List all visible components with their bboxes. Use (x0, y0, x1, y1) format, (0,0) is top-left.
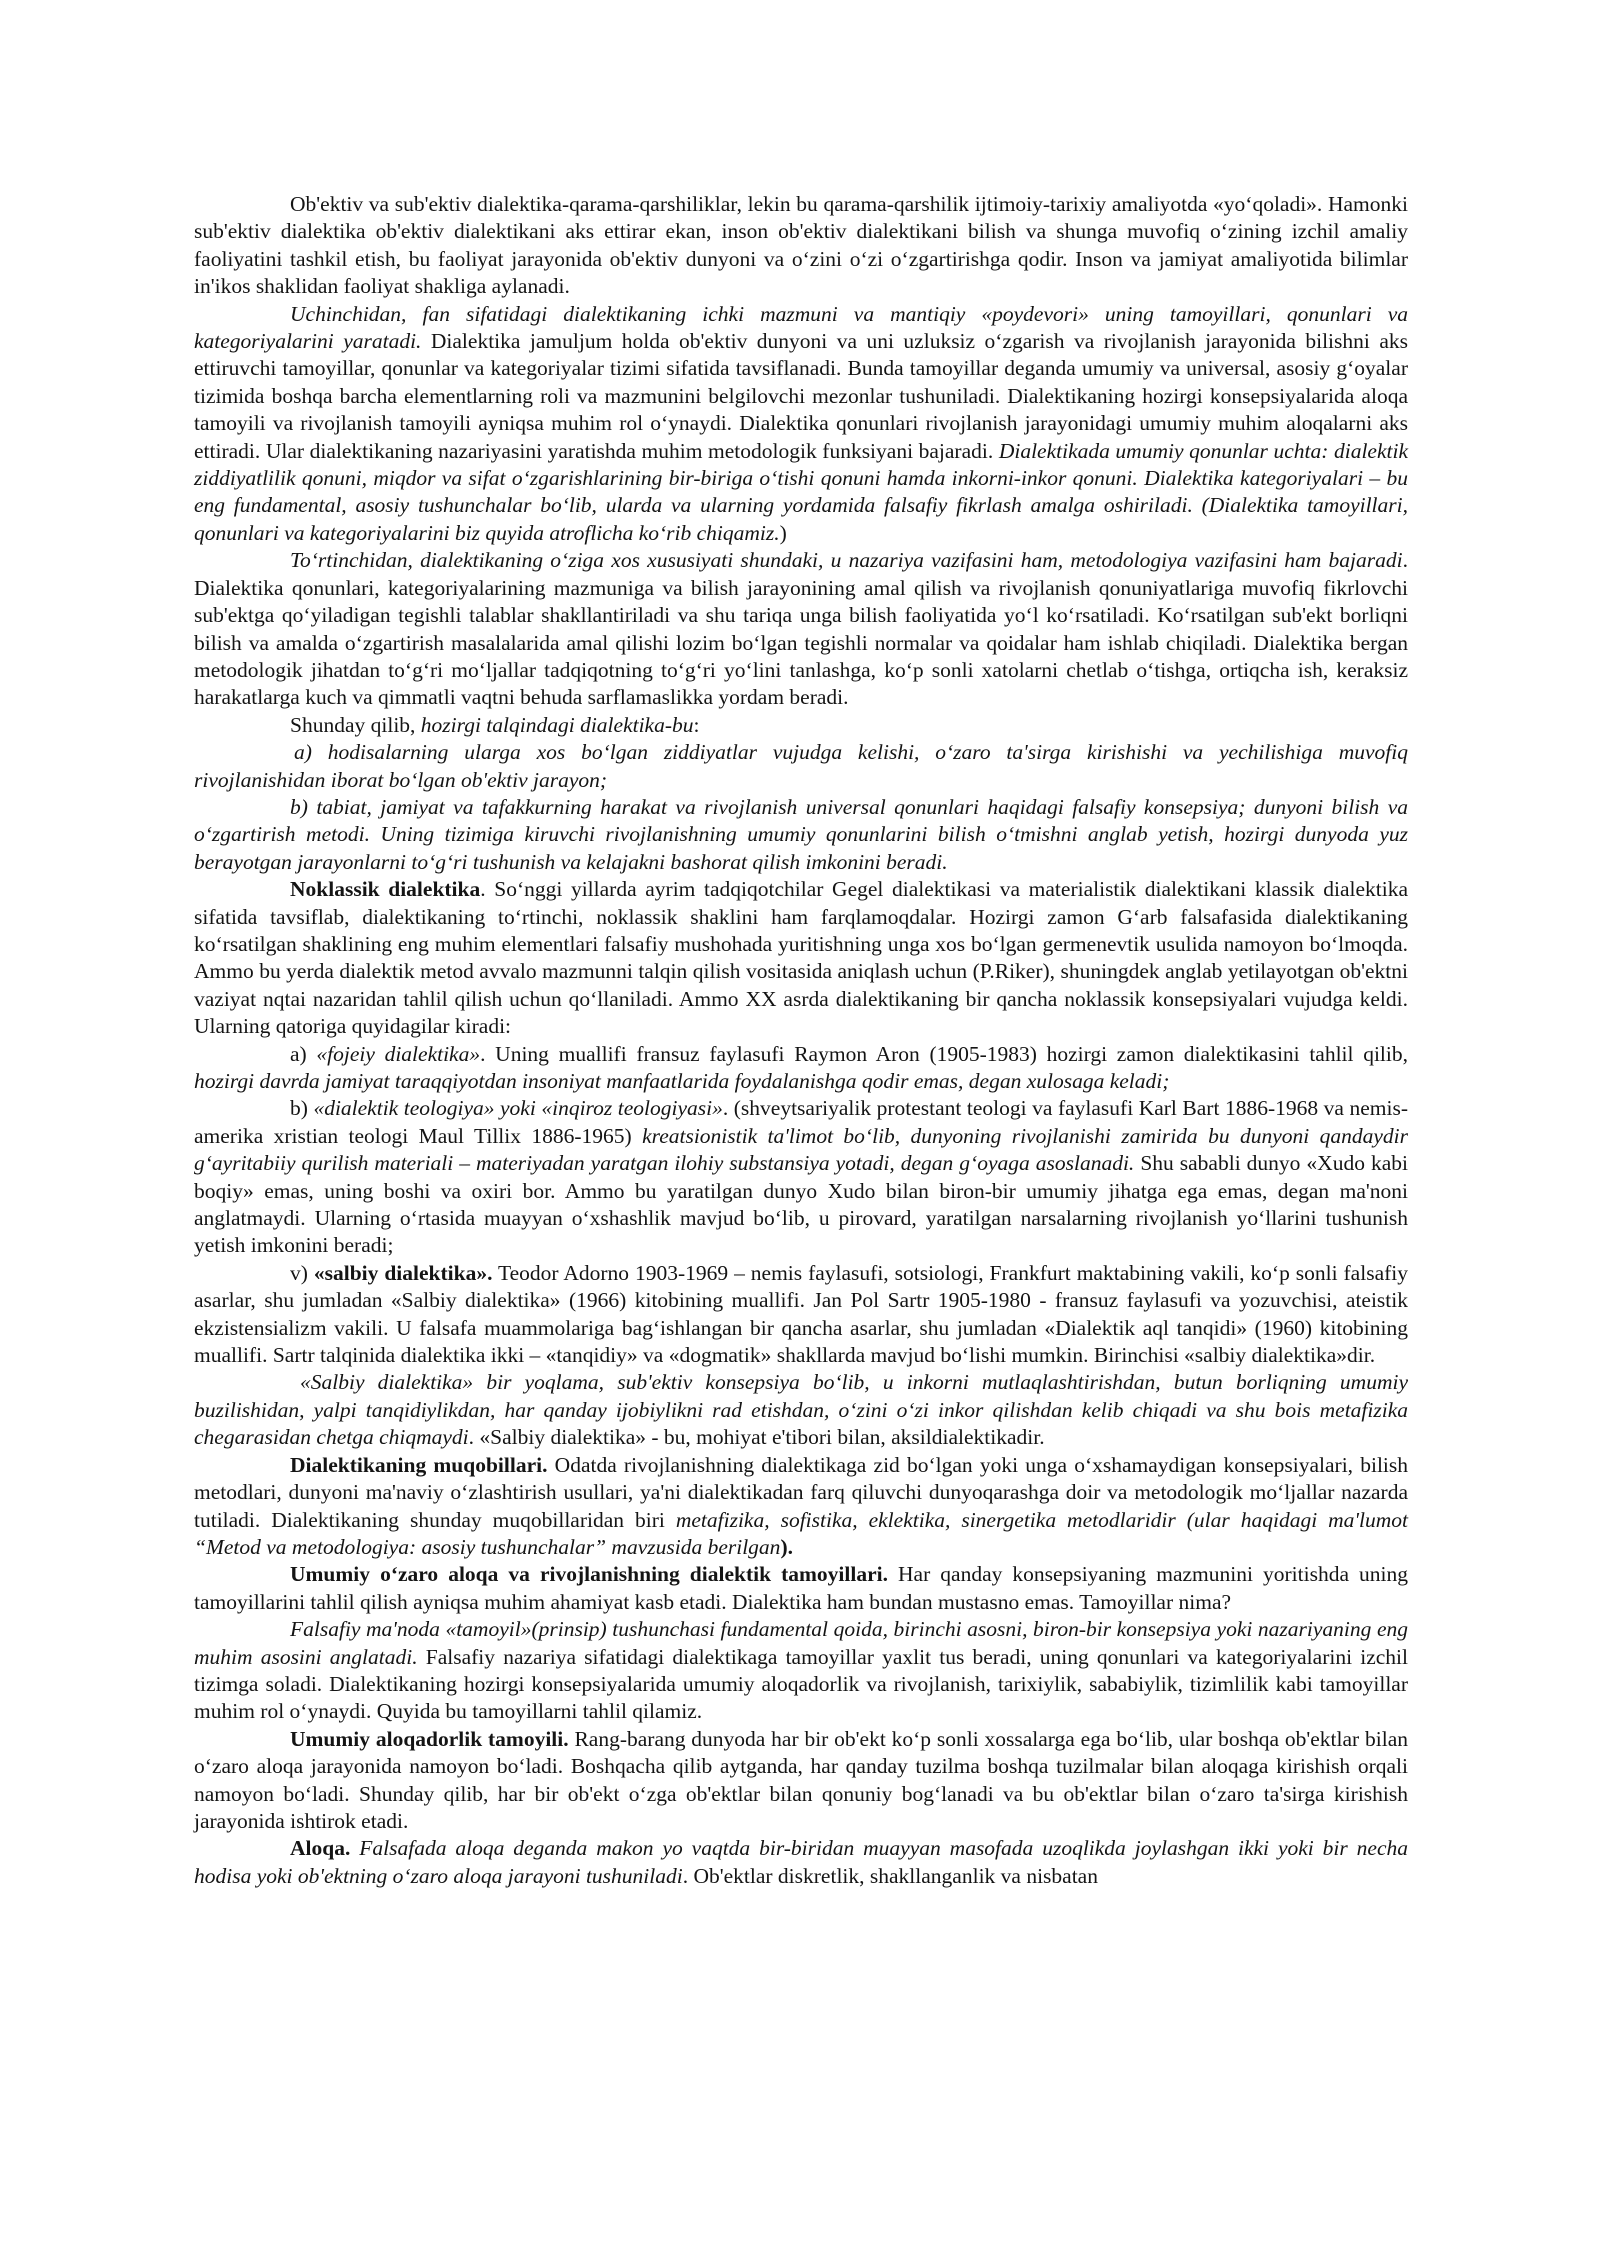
italic-text: To‘rtinchidan, dialektikaning o‘ziga xos xususiyati shundaki, u nazariya vazifasini ham, metodologiya vazifasini ham bajaradi (290, 548, 1403, 573)
paragraph (194, 1095, 1408, 1259)
text-run: Shunday qilib, (290, 712, 421, 737)
paragraph (194, 191, 1408, 301)
text-run: . Uning muallifi fransuz faylasufi Raymon Aron (1905-1983) hozirgi zamon dialektikasini tahlil qilib, (480, 1041, 1408, 1066)
paragraph (194, 739, 1408, 794)
text-run: . Dialektika qonunlari, kategoriyalarining mazmuniga va bilish jarayonining amal qilish va rivojlanish qonuniyatlariga muvofiq fikrlovchi sub'ektga qo‘yiladigan tegishli talablar shakllantiriladi va shu tariqa unga bilish faoliyatida yo‘l ko‘rsatiladi. Ko‘rsatilgan sub'ekt borliqni bilish va amalda o‘zgartirish masalalarida amal qilishi lozim bo‘lgan tegishli normalar va qoidalar ham ishlab chiqiladi. Dialektika bergan metodologik jihatdan to‘g‘ri mo‘ljallar tadqiqotning to‘g‘ri yo‘lini tanlashga, ko‘p sonli xatolarni chetlab o‘tishga, ortiqcha ish, keraksiz harakatlarga kuch va qimmatli vaqtni behuda sarflamaslikka yordam beradi. (194, 548, 1408, 710)
italic-text: hozirgi davrda jamiyat taraqqiyotdan insoniyat manfaatlarida foydalanishga qodir emas, degan xulosaga keladi; (194, 1069, 1170, 1093)
italic-text: hozirgi talqindagi dialektika-bu (420, 712, 694, 737)
paragraph (194, 1041, 1408, 1096)
italic-text: Uchinchidan, fan sifatidagi dialektikaning ichki mazmuni va mantiqiy «poydevori» uning tamoyillari, qonunlari va kategoriyalarini yaratadi. (194, 301, 1408, 354)
bold-text: Umumiy aloqadorlik tamoyili. (290, 1726, 569, 1751)
paragraph (194, 876, 1408, 1040)
italic-text: b) tabiat, jamiyat va tafakkurning harakat va rivojlanish universal qonunlari haqidagi falsafiy konsepsiya; dunyoni bilish va o‘zgartirish metodi. Uning tizimiga kiruvchi rivojlanishning umumiy qonunlarini bilish o‘tmishni anglab yetish, hozirgi dunyoda yuz berayotgan jarayonlarni to‘g‘ri tushunish va kelajakni bashorat qilish imkonini beradi. (194, 794, 1408, 874)
text-run: . So‘nggi yillarda ayrim tadqiqotchilar Gegel dialektikasi va materialistik dialektikani klassik dialektika sifatida tavsiflab, dialektikaning to‘rtinchi, noklassik shaklini ham farqlamoqdalar. Hozirgi zamon G‘arb falsafasida dialektikaning ko‘rsatilgan shaklining eng muhim elementlari falsafiy mushohada yuritishning unga xos bo‘lgan germenevtik usulida namoyon bo‘lmoqda. Ammo bu yerda dialektik metod avvalo mazmunni talqin qilish vositasida aniqlash uchun (P.Riker), shuningdek anglab yetilayotgan ob'ektni vaziyat nqtai nazaridan tahlil qilish uchun qo‘llaniladi. Ammo XX asrda dialektikaning bir qancha noklassik konsepsiyalari vujudga keldi. Ularning qatoriga quyidagilar kiradi: (194, 877, 1408, 1039)
italic-text: «fojeiy dialektika» (316, 1041, 481, 1066)
text-run: . (shveytsariyalik protestant teologi va faylasufi Karl Bart 1886-1968 va nemis-amerika xristian teologi Maul Tillix 1886-1965) (194, 1096, 1408, 1148)
text-run: Har qanday konsepsiyaning mazmunini yoritishda uning tamoyillarini tahlil qilish ayniqsa muhim ahamiyat kasb etadi. Dialektika ham bundan mustasno emas. Tamoyillar nima? (194, 1562, 1408, 1614)
italic-text: Falsafada aloqa deganda makon yo vaqtda bir-biridan muayyan masofada uzoqlikda joylashgan ikki yoki bir necha hodisa yoki ob'ektning o‘zaro aloqa jarayoni tushuniladi (194, 1836, 1409, 1888)
text-run: v) (290, 1260, 314, 1285)
text-run: Odatda rivojlanishning dialektikaga zid bo‘lgan yoki unga o‘xshamaydigan konsepsiyalari, bilish metodlari, dunyoni ma'naviy o‘zlashtirish usullari, ya'ni dialektikadan farq qiluvchi dunyoqarashga doir va metodologik mo‘ljallar nazarda tutiladi. Dialektikaning shunday muqobillaridan biri (194, 1452, 1409, 1532)
bold-text: Aloqa. (290, 1836, 351, 1861)
text-run: Shu sababli dunyo «Xudo kabi boqiy» emas, uning boshi va oxiri bor. Ammo bu yaratilgan dunyo Xudo bilan biron-bir umumiy jihatga ega emas, degan ma'noni anglatmaydi. Ularning o‘rtasida muayyan o‘xshashlik mavjud bo‘lib, u pirovard, yaratilgan narsalarning rivojlanish yo‘llarini tushunish yetish imkonini beradi; (194, 1151, 1408, 1258)
text-run: ) (779, 520, 787, 545)
text-run: Falsafiy nazariya sifatidagi dialektikaga tamoyillar yaxlit tus beradi, uning qonunlari va kategoriyalarini izchil tizimga soladi. Dialektikaning hozirgi konsepsiyalarida umumiy aloqadorlik va rivojlanish, tarixiylik, sababiylik, tizimlilik kabi tamoyillar muhim rol o‘ynaydi. Quyida bu tamoyillarni tahlil qilamiz. (194, 1644, 1408, 1724)
bold-text: «salbiy dialektika». (313, 1260, 493, 1285)
italic-text: Dialektikada umumiy qonunlar uchta: dialektik ziddiyatlilik qonuni, miqdor va sifat o‘zgarishlarining bir-biriga o‘tishi qonuni hamda inkorni-inkor qonuni. Dialektika kategoriyalari – bu eng fundamental, asosiy tushunchalar bo‘lib, ularda va ularning yordamida falsafiy fikrlash amalga oshiriladi. (Dialektika tamoyillari, qonunlari va kategoriyalarini biz quyida atroflicha ko‘rib chiqamiz. (194, 438, 1409, 545)
text-run: : (693, 712, 700, 737)
paragraph (194, 712, 1408, 739)
paragraph (194, 1616, 1408, 1726)
paragraph (194, 1260, 1408, 1370)
italic-text: metafizika, sofistika, eklektika, sinergetika metodlaridir (ular haqidagi ma'lumot “Metod va metodologiya: asosiy tushunchalar” mavzusida berilgan (194, 1507, 1408, 1559)
text-run: Ob'ektiv va sub'ektiv dialektika-qarama-qarshiliklar, lekin bu qarama-qarshilik ijtimoiy-tarixiy amaliyotda «yo‘qoladi». Hamonki sub'ektiv dialektika ob'ektiv dialektikani aks ettirar ekan, inson ob'ektiv dialektikani bilish va shunga muvofiq o‘zining izchil amaliy faoliyatini tashkil etish, bu faoliyat jarayonida ob'ektiv dunyoni va o‘zini o‘zi o‘zgartirishga qodir. Inson va jamiyat amaliyotida bilimlar in'ikos shaklidan faoliyat shakliga aylanadi. (194, 192, 1408, 299)
text-run: Dialektika jamuljum holda ob'ektiv dunyoni va uni uzluksiz o‘zgarish va rivojlanish jarayonida bilishni aks ettiruvchi tamoyillar, qonunlar va kategoriyalar tizimi sifatida tavsiflanadi. Bunda tamoyillar deganda umumiy va universal, asosiy g‘oyalar tizimida boshqa barcha elementlarning roli va mazmunini belgilovchi mezonlar tushuniladi. Dialektikaning hozirgi konsepsiyalarida aloqa tamoyili va rivojlanish tamoyili ayniqsa muhim rol o‘ynaydi. Dialektika qonunlari rivojlanish jarayonidagi umumiy muhim aloqalarni aks ettiradi. Ular dialektikaning nazariyasini yaratishda muhim metodologik funksiyani bajaradi. (194, 329, 1408, 463)
italic-text: a) hodisalarning ularga xos bo‘lgan ziddiyatlar vujudga kelishi, o‘zaro ta'sirga kirishishi va yechilishiga muvofiq rivojlanishidan iborat bo‘lgan ob'ektiv jarayon; (194, 740, 1408, 792)
text-run: a) (290, 1041, 317, 1066)
bold-text: Noklassik dialektika (290, 877, 481, 902)
italic-text: kreatsionistik ta'limot bo‘lib, dunyoning rivojlanishi zamirida bu dunyoni qandaydir g‘ayritabiiy qurilish materiali – materiyadan yaratgan ilohiy substansiya yotadi, degan g‘oyaga asoslanadi. (194, 1123, 1408, 1176)
paragraph (194, 1726, 1408, 1836)
paragraph (194, 547, 1408, 711)
bold-text: Umumiy o‘zaro aloqa va rivojlanishning dialektik tamoyillari. (290, 1562, 888, 1587)
text-run: . Ob'ektlar diskretlik, shakllanganlik va nisbatan (682, 1863, 1098, 1888)
paragraph (194, 1452, 1408, 1562)
italic-text: «Salbiy dialektika» bir yoqlama, sub'ektiv konsepsiya bo‘lib, u inkorni mutlaqlashtirishdan, butun borliqning umumiy buzilishidan, yalpi tanqidiylikdan, har qanday ijobiylikni rad etishdan, o‘zini o‘zi inkor qilishdan kelib chiqadi va shu bois metafizika chegarasidan chetga chiqmaydi (194, 1370, 1408, 1450)
bold-text: Dialektikaning muqobillari. (290, 1452, 548, 1477)
paragraph (194, 301, 1408, 548)
text-run: Rang-barang dunyoda har bir ob'ekt ko‘p sonli xossalarga ega bo‘lib, ular boshqa ob'ektlar bilan o‘zaro aloqa jarayonida namoyon bo‘ladi. Boshqacha qilib aytganda, har qanday tuzilma boshqa tuzilmalar bilan aloqaga kirishish orqali namoyon bo‘ladi. Shunday qilib, har bir ob'ekt o‘zga ob'ektlar bilan qonuniy bog‘lanadi va bu ob'ektlar bilan o‘zaro ta'sirga kirishish jarayonida ishtirok etadi. (194, 1726, 1408, 1833)
italic-text: «dialektik teologiya» yoki «inqiroz teologiyasi» (313, 1096, 723, 1121)
text-run: . «Salbiy dialektika» - bu, mohiyat e'tibori bilan, aksildialektikadir. (468, 1425, 1045, 1450)
bold-text: ). (780, 1534, 793, 1559)
paragraph (194, 794, 1408, 876)
paragraph (194, 1369, 1408, 1451)
paragraph (194, 1835, 1408, 1890)
text-run: Teodor Adorno 1903-1969 – nemis faylasufi, sotsiologi, Frankfurt maktabining vakili, ko‘p sonli falsafiy asarlar, shu jumladan «Salbiy dialektika» (1966) kitobining muallifi. Jan Pol Sartr 1905-1980 - fransuz faylasufi va yozuvchisi, ateistik ekzistensializm vakili. U falsafa muammolariga bag‘ishlangan bir qancha asarlar, shu jumladan «Dialektik aql tanqidi» (1960) kitobining muallifi. Sartr talqinida dialektika ikki – «tanqidiy» va «dogmatik» shakllarda mavjud bo‘lishi mumkin. Birinchisi «salbiy dialektika»dir. (194, 1260, 1408, 1368)
text-run (350, 1836, 359, 1860)
paragraph (194, 1561, 1408, 1616)
text-run: b) (290, 1096, 314, 1121)
italic-text: Falsafiy ma'noda «tamoyil»(prinsip) tushunchasi fundamental qoida, birinchi asosni, biron-bir konsepsiya yoki nazariyaning eng muhim asosini anglatadi. (194, 1617, 1408, 1669)
